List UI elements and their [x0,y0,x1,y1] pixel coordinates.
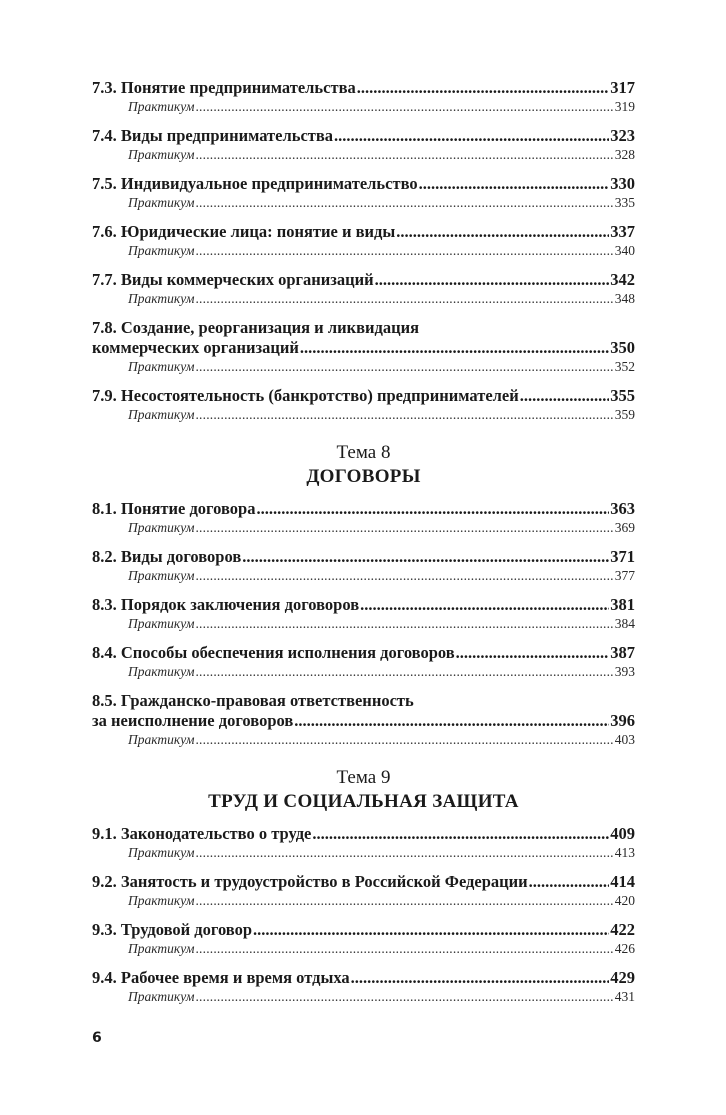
toc-entry-line [92,78,635,98]
toc-entry-title: 7.3. Понятие предпринимательства [92,78,356,97]
toc-subentry-page: 335 [614,195,635,210]
toc-entry-title: 7.9. Несостоятельность (банкротство) предпринимателей [92,386,519,405]
toc-entry-title-first-line: 7.8. Создание, реорганизация и ликвидация [92,318,420,337]
toc-entry-title: 7.7. Виды коммерческих организаций [92,270,374,289]
toc-entry-line [92,643,635,663]
toc-entry-page: 355 [610,386,635,405]
toc-subentry-line [92,358,635,375]
toc-entry [92,270,635,307]
toc-entry-title: 8.3. Порядок заключения договоров [92,595,360,614]
toc-subentry-line [92,98,635,115]
toc-subentry-title: Практикум [128,243,195,258]
toc-subentry-line [92,519,635,536]
toc-entry [92,222,635,259]
topic-heading [92,441,635,489]
topic-heading [92,766,635,814]
toc-entry-title: 9.2. Занятость и трудоустройство в Российской Федерации [92,872,528,891]
toc-entry-title: 9.4. Рабочее время и время отдыха [92,968,350,987]
toc-subentry-page: 328 [614,147,635,162]
toc-entry-line [92,126,635,146]
toc-subentry-page: 348 [614,291,635,306]
dot-leader [195,242,613,259]
toc-entry-line [92,968,635,988]
dot-leader [256,499,609,519]
toc-entry [92,920,635,957]
toc-subentry-page: 393 [614,664,635,679]
toc-subentry-line [92,194,635,211]
toc-entry-page: 387 [610,643,635,662]
toc-entry [92,968,635,1005]
toc-entry-page: 414 [610,872,635,891]
dot-leader [195,290,613,307]
toc-subentry-title: Практикум [128,989,195,1004]
dot-leader [294,711,609,731]
dot-leader [195,194,613,211]
dot-leader [456,643,610,663]
toc-subentry-title: Практикум [128,291,195,306]
toc-subentry-title: Практикум [128,893,195,908]
toc-subentry-line [92,731,635,748]
toc-entry [92,595,635,632]
dot-leader [312,824,609,844]
toc-entry-page: 429 [610,968,635,987]
toc-entry-title: 7.6. Юридические лица: понятие и виды [92,222,396,241]
dot-leader [396,222,609,242]
toc-entry [92,824,635,861]
toc-entry-title: коммерческих организаций [92,338,299,357]
toc-entry-title: 8.1. Понятие договора [92,499,256,518]
toc-subentry-page: 369 [614,520,635,535]
toc-subentry-line [92,940,635,957]
toc-entry [92,78,635,115]
toc-subentry-page: 431 [614,989,635,1004]
toc-entry-page: 422 [610,920,635,939]
toc-subentry-line [92,615,635,632]
toc-entry-page: 381 [610,595,635,614]
dot-leader [351,968,610,988]
toc-entry-line [92,174,635,194]
toc-entry-line [92,270,635,290]
toc-entry-title: 7.5. Индивидуальное предпринимательство [92,174,418,193]
toc-subentry-title: Практикум [128,568,195,583]
toc-subentry-page: 359 [614,407,635,422]
toc-entry [92,174,635,211]
toc-subentry-page: 340 [614,243,635,258]
toc-subentry-title: Практикум [128,147,195,162]
toc-subentry-page: 413 [614,845,635,860]
dot-leader [357,78,610,98]
toc-subentry-page: 384 [614,616,635,631]
toc-entry [92,499,635,536]
topic-number: Тема 9 [336,767,391,788]
toc-subentry-title: Практикум [128,732,195,747]
toc-entry [92,318,635,375]
toc-entry-page: 396 [610,711,635,730]
dot-leader [242,547,609,567]
toc-entry-line [92,222,635,242]
toc-entry-line [92,595,635,615]
topic-name: ТРУД И СОЦИАЛЬНАЯ ЗАЩИТА [208,791,519,812]
topic-number: Тема 8 [336,442,391,463]
toc-entry-page: 317 [610,78,635,97]
dot-leader [253,920,609,940]
toc-subentry-title: Практикум [128,359,195,374]
toc-entry-title: за неисполнение договоров [92,711,294,730]
toc-entry-page: 342 [610,270,635,289]
toc-subentry-line [92,146,635,163]
toc-subentry-title: Практикум [128,407,195,422]
toc-entry-page: 323 [610,126,635,145]
toc-subentry-title: Практикум [128,195,195,210]
toc-subentry-title: Практикум [128,99,195,114]
toc-entry-line [92,338,635,358]
toc-subentry-page: 420 [614,893,635,908]
table-of-contents [92,78,635,1016]
toc-subentry-line [92,406,635,423]
dot-leader [195,731,613,748]
toc-entry-page: 337 [610,222,635,241]
topic-name: ДОГОВОРЫ [306,466,421,487]
toc-entry [92,547,635,584]
toc-entry-title-first-line: 8.5. Гражданско-правовая ответственность [92,691,414,710]
toc-subentry-title: Практикум [128,520,195,535]
toc-entry-line [92,499,635,519]
toc-entry-title: 9.1. Законодательство о труде [92,824,312,843]
dot-leader [529,872,610,892]
toc-entry-line [92,824,635,844]
toc-entry-page: 371 [610,547,635,566]
dot-leader [195,988,613,1005]
toc-subentry-line [92,290,635,307]
dot-leader [300,338,609,358]
dot-leader [195,146,613,163]
toc-subentry-title: Практикум [128,616,195,631]
toc-entry [92,126,635,163]
dot-leader [375,270,610,290]
dot-leader [195,892,613,909]
toc-entry-title: 8.4. Способы обеспечения исполнения договоров [92,643,455,662]
toc-subentry-title: Практикум [128,845,195,860]
toc-subentry-line [92,844,635,861]
toc-subentry-page: 319 [614,99,635,114]
page-number: 6 [92,1030,102,1046]
toc-subentry-line [92,567,635,584]
toc-subentry-title: Практикум [128,941,195,956]
dot-leader [334,126,609,146]
toc-subentry-page: 403 [614,732,635,747]
dot-leader [360,595,609,615]
toc-entry-line [92,711,635,731]
toc-entry [92,872,635,909]
dot-leader [195,940,613,957]
toc-entry-line [92,547,635,567]
dot-leader [195,519,613,536]
toc-entry-page: 330 [610,174,635,193]
toc-entry [92,691,635,748]
toc-entry-title: 8.2. Виды договоров [92,547,242,566]
toc-entry-page: 363 [610,499,635,518]
dot-leader [195,98,613,115]
toc-subentry-page: 352 [614,359,635,374]
toc-subentry-line [92,663,635,680]
toc-entry-line [92,386,635,406]
toc-entry-line [92,872,635,892]
dot-leader [195,567,613,584]
toc-subentry-page: 377 [614,568,635,583]
toc-entry-title: 9.3. Трудовой договор [92,920,253,939]
toc-subentry-page: 426 [614,941,635,956]
dot-leader [195,406,613,423]
dot-leader [195,663,613,680]
dot-leader [195,844,613,861]
toc-subentry-title: Практикум [128,664,195,679]
toc-entry-page: 350 [610,338,635,357]
dot-leader [195,615,613,632]
toc-subentry-line [92,242,635,259]
toc-subentry-line [92,892,635,909]
toc-subentry-line [92,988,635,1005]
toc-entry [92,643,635,680]
toc-entry [92,386,635,423]
toc-entry-page: 409 [610,824,635,843]
dot-leader [195,358,613,375]
dot-leader [419,174,610,194]
dot-leader [520,386,609,406]
toc-entry-line [92,920,635,940]
toc-entry-title: 7.4. Виды предпринимательства [92,126,334,145]
